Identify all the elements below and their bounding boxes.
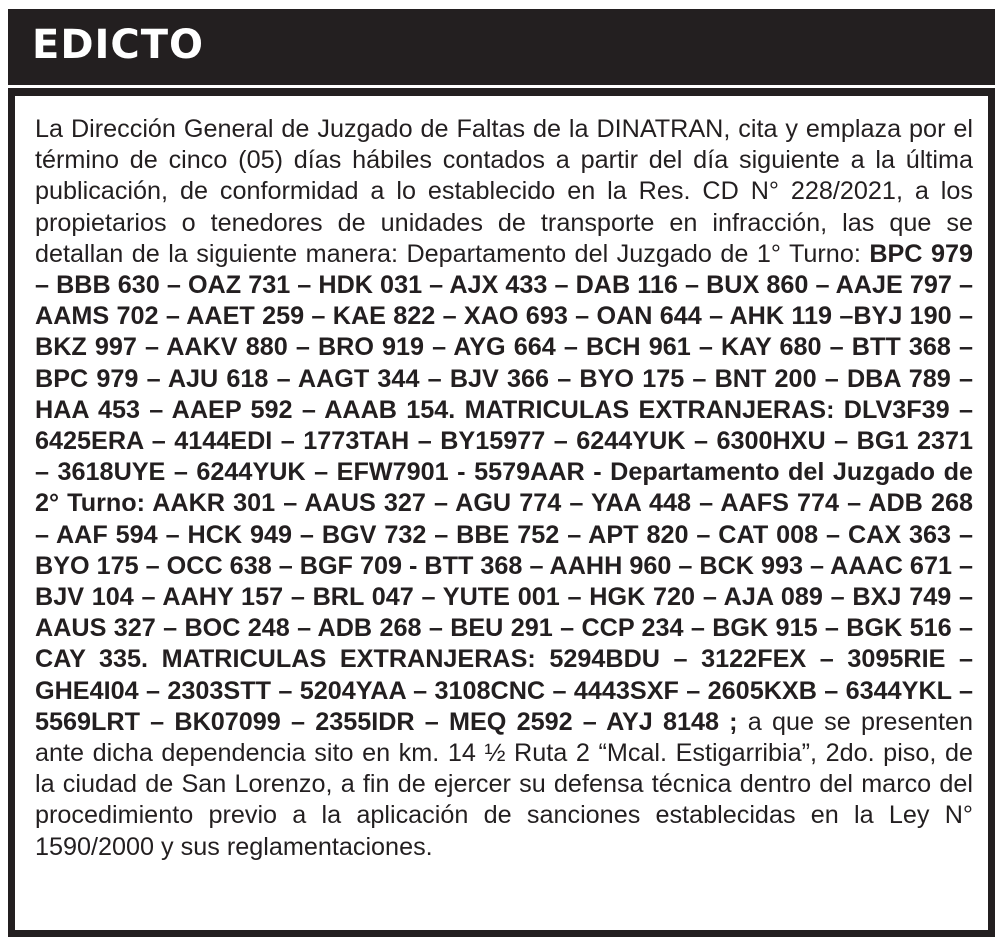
header-divider [8, 85, 995, 88]
edict-plate-list: BPC 979 – BBB 630 – OAZ 731 – HDK 031 – AJX 433 – DAB 116 – BUX 860 – AAJE 797 – AAMS 702 – AAET 259 – KAE 822 – XAO 693 – OAN 644 – AHK 119 –BYJ 190 – BKZ 997 – AAKV 880 – BRO 919 – AYG 664 – BCH 961 – KAY 680 – BTT 368 – BPC 979 – AJU 618 – AAGT 344 – BJV 366 – BYO 175 – BNT 200 – DBA 789 – HAA 453 – AAEP 592 – AAAB 154. MATRICULAS EXTRANJERAS: DLV3F39 – 6425ERA – 4144EDI – 1773TAH – BY15977 – 6244YUK – 6300HXU – BG1 2371 – 3618UYE – 6244YUK – EFW7901 - 5579AAR - Departamento del Juzgado de 2° Turno: AAKR 301 – AAUS 327 – AGU 774 – YAA 448 – AAFS 774 – ADB 268 – AAF 594 – HCK 949 – BGV 732 – BBE 752 – APT 820 – CAT 008 – CAX 363 – BYO 175 – OCC 638 – BGF 709 - BTT 368 – AAHH 960 – BCK 993 – AAAC 671 – BJV 104 – AAHY 157 – BRL 047 – YUTE 001 – HGK 720 – AJA 089 – BXJ 749 – AAUS 327 – BOC 248 – ADB 268 – BEU 291 – CCP 234 – BGK 915 – BGK 516 – CAY 335. MATRICULAS EXTRANJERAS: 5294BDU – 3122FEX – 3095RIE – GHE4I04 – 2303STT – 5204YAA – 3108CNC – 4443SXF – 2605KXB – 6344YKL – 5569LRT – BK07099 – 2355IDR – MEQ 2592 – AYJ 8148 ; [35, 239, 973, 736]
edict-closing: a que se presenten ante dicha dependencia sito en km. 14 ½ Ruta 2 “Mcal. Estigarribia”, 2do. piso, de la ciudad de San Lorenzo, a fin de ejercer su defensa técnica dentro del marco del procedimiento previo a la aplicación de sanciones establecidas en la Ley N° 1590/2000 y sus reglamentaciones. [35, 707, 973, 861]
edict-intro: La Dirección General de Juzgado de Faltas de la DINATRAN, cita y emplaza por el término de cinco (05) días hábiles contados a partir del día siguiente a la última publicación, de conformidad a lo establecido en la Res. CD N° 228/2021, a los propietarios o tenedores de unidades de transporte en infracción, las que se detallan de la siguiente manera: Departamento del Juzgado de 1° Turno: [35, 115, 973, 268]
edict-frame [8, 9, 995, 937]
edict-body-panel [15, 96, 988, 930]
edict-header [8, 9, 995, 83]
edict-title: EDICTO [32, 22, 205, 68]
edict-body-text [35, 114, 973, 863]
